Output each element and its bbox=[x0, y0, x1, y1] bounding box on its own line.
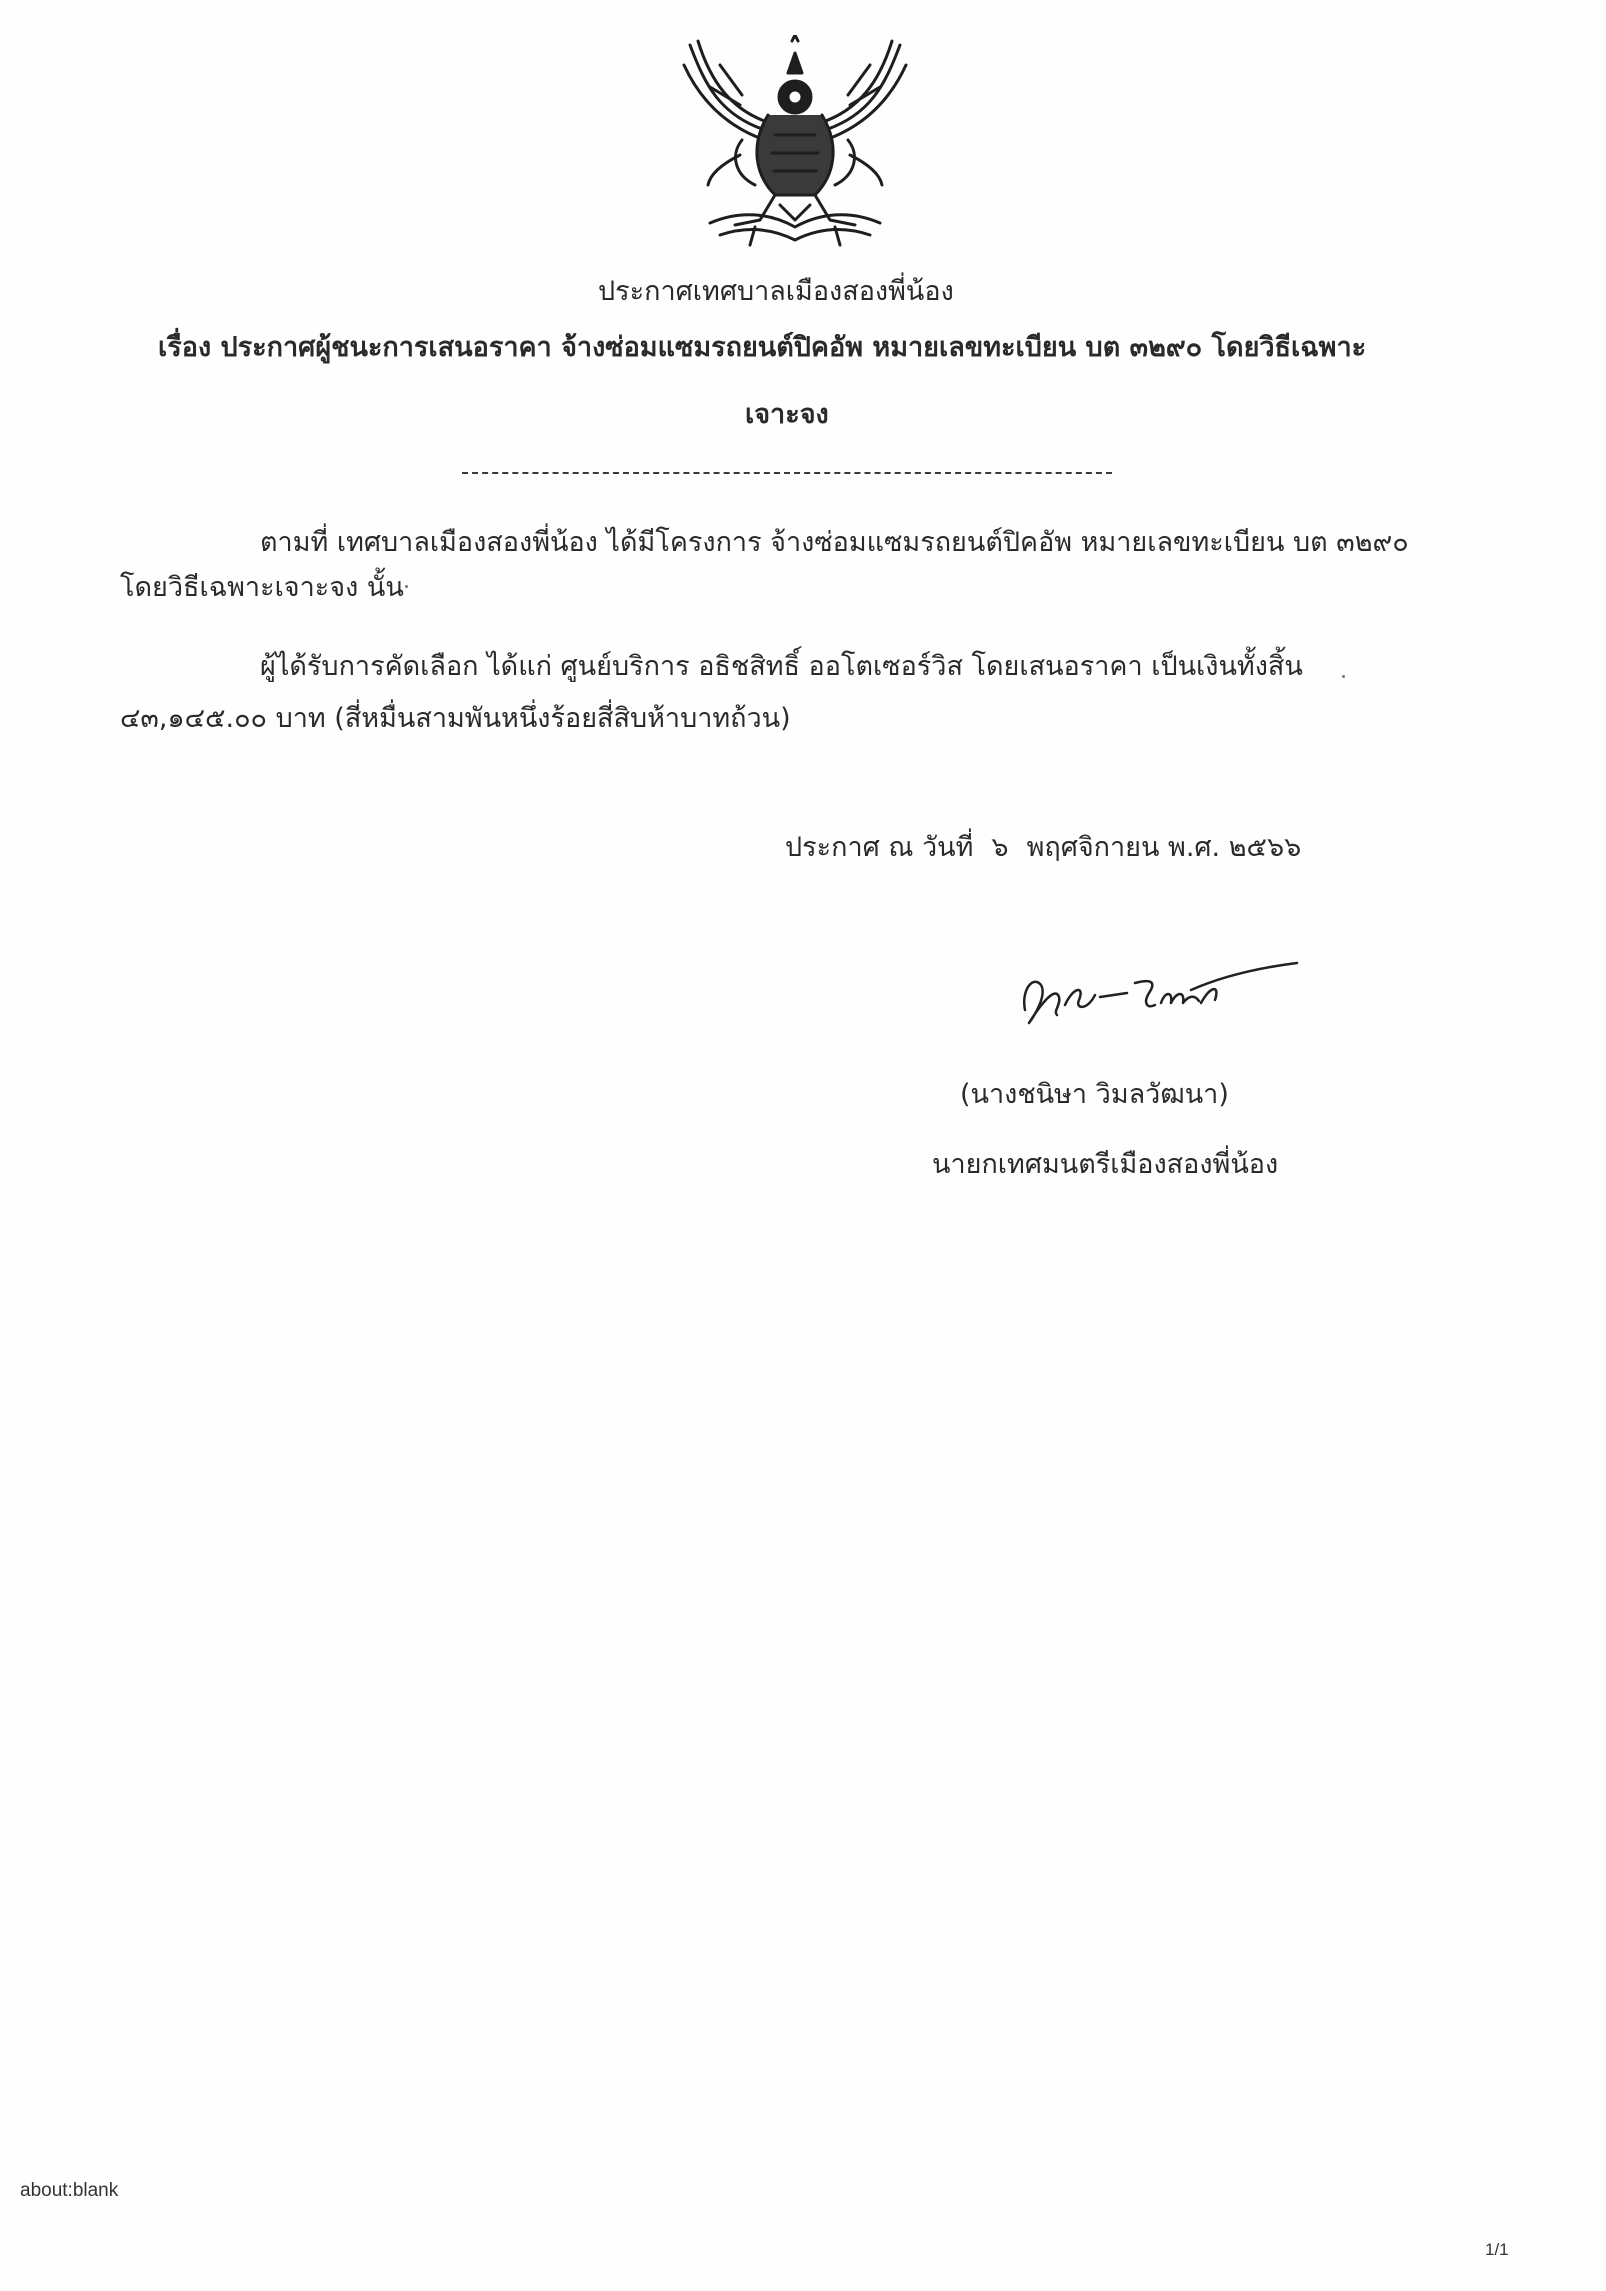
garuda-emblem-icon bbox=[680, 35, 910, 250]
paragraph-2-line-2: ๔๓,๑๔๕.๐๐ บาท (สี่หมื่นสามพันหนึ่งร้อยสี่สิบห้าบาทถ้วน) bbox=[120, 703, 791, 734]
paragraph-2-line-1: ผู้ได้รับการคัดเลือก ได้แก่ ศูนย์บริการ อธิชสิทธิ์ ออโตเซอร์วิส โดยเสนอราคา เป็นเงินทั้งสิ้น bbox=[260, 651, 1303, 682]
handwritten-signature bbox=[1015, 945, 1305, 1035]
footer-url: about:blank bbox=[20, 2180, 119, 2201]
document-title: ประกาศเทศบาลเมืองสองพี่น้อง bbox=[598, 276, 954, 307]
dashed-separator bbox=[462, 472, 1112, 474]
scan-speck bbox=[405, 585, 408, 588]
subject-line-1: เรื่อง ประกาศผู้ชนะการเสนอราคา จ้างซ่อมแซมรถยนต์ปิคอัพ หมายเลขทะเบียน บต ๓๒๙๐ โดยวิธีเฉพาะ bbox=[158, 332, 1367, 363]
subject-line-2: เจาะจง bbox=[745, 399, 829, 430]
paragraph-1-line-1: ตามที่ เทศบาลเมืองสองพี่น้อง ได้มีโครงการ จ้างซ่อมแซมรถยนต์ปิคอัพ หมายเลขทะเบียน บต ๓๒๙๐ bbox=[260, 527, 1409, 558]
announce-prefix: ประกาศ ณ วันที่ bbox=[785, 832, 974, 863]
announce-day: ๖ bbox=[991, 832, 1009, 863]
announce-month-year: พฤศจิกายน พ.ศ. ๒๕๖๖ bbox=[1026, 832, 1302, 863]
scan-speck bbox=[1342, 675, 1345, 678]
paragraph-1-line-2: โดยวิธีเฉพาะเจาะจง นั้น bbox=[120, 572, 404, 603]
announcement-date bbox=[785, 828, 1301, 868]
footer-page-indicator: 1/1 bbox=[1485, 2240, 1509, 2259]
signer-name: (นางชนิษา วิมลวัฒนา) bbox=[960, 1079, 1229, 1110]
signer-title: นายกเทศมนตรีเมืองสองพี่น้อง bbox=[932, 1149, 1279, 1180]
